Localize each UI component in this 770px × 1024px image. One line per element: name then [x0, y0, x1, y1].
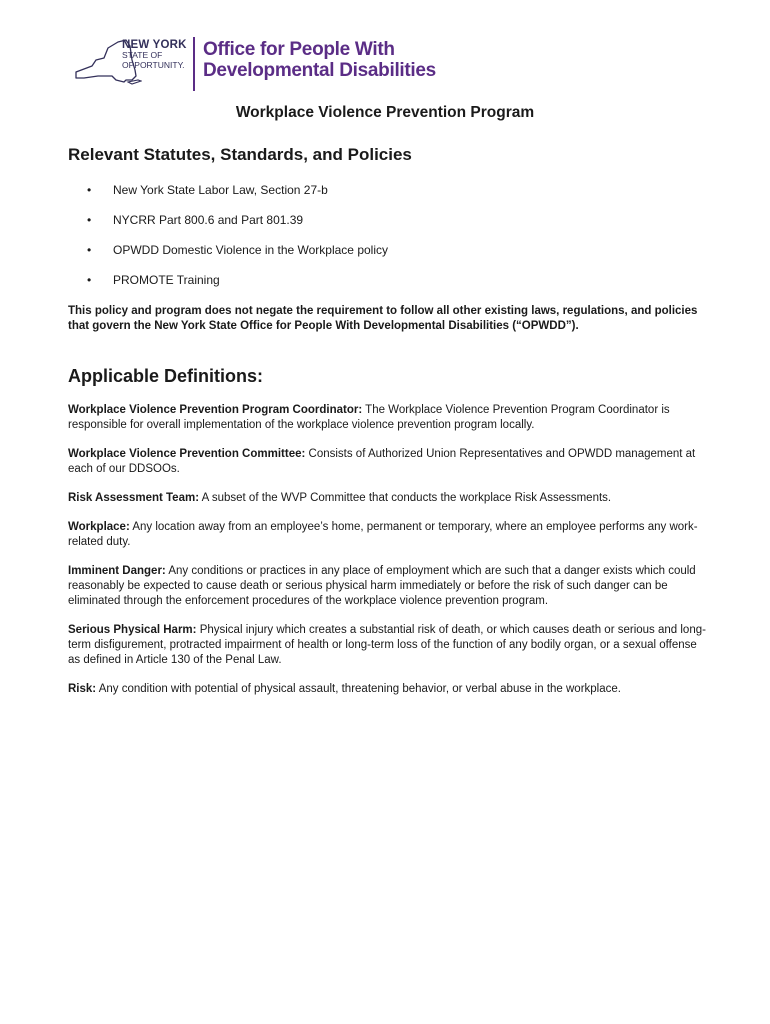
definition-text: The Workplace Violence Prevention Program Coordinator is responsible for overall implementation of the workplace violence prevention program locally. — [68, 404, 670, 431]
definition-item — [68, 520, 708, 550]
agency-logo — [72, 34, 452, 94]
list-item — [68, 210, 388, 240]
definition-text: Physical injury which creates a substantial risk of death, or which causes death or serious and long-term disfigurement, protracted impairment of health or long-term loss of the function of any bodily organ, or a sexual offense as defined in Article 130 of the Penal Law. — [68, 624, 706, 666]
list-item-text: NYCRR Part 800.6 and Part 801.39 — [113, 213, 304, 227]
agency-name-line2: Developmental Disabilities — [203, 60, 436, 81]
state-brand-line3: OPPORTUNITY. — [122, 59, 185, 70]
definition-text: Any conditions or practices in any place of employment which are such that a danger exists which could reasonably be expected to cause death or serious physical harm immediately or before the risk of such danger can be eliminated through the enforcement procedures of the workplace violence prevention program. — [68, 565, 696, 607]
list-item — [68, 270, 388, 300]
list-item-text: New York State Labor Law, Section 27-b — [113, 183, 328, 197]
bullet: • — [87, 213, 92, 227]
state-brand-line1: NEW YORK — [122, 39, 187, 51]
definition-term: Serious Physical Harm: — [68, 624, 197, 636]
list-item — [68, 240, 388, 270]
definition-item — [68, 491, 708, 506]
bullet: • — [87, 243, 92, 257]
definition-item — [68, 682, 708, 697]
definition-term: Workplace Violence Prevention Committee: — [68, 448, 306, 460]
definition-item — [68, 564, 708, 609]
agency-name — [203, 39, 463, 81]
list-item-text: OPWDD Domestic Violence in the Workplace policy — [113, 243, 388, 257]
state-brand-line2: STATE OF — [122, 50, 163, 60]
document-title: Workplace Violence Prevention Program — [235, 104, 535, 121]
definition-item — [68, 623, 708, 668]
policy-note: This policy and program does not negate the requirement to follow all other existing laws, regulations, and policies that govern the New York State Office for People With Developmental Disabilities (“OPWDD”). — [68, 305, 698, 332]
list-item — [68, 180, 388, 210]
definitions-list — [68, 403, 708, 711]
definition-term: Workplace Violence Prevention Program Coordinator: — [68, 404, 363, 416]
definition-text: Any condition with potential of physical assault, threatening behavior, or verbal abuse in the workplace. — [98, 683, 621, 695]
definitions-heading: Applicable Definitions: — [68, 366, 264, 386]
statutes-list — [68, 180, 388, 300]
bullet: • — [87, 273, 92, 287]
definition-text: Any location away from an employee’s home, permanent or temporary, where an employee performs any work-related duty. — [68, 521, 698, 548]
agency-name-line1: Office for People With — [203, 39, 395, 60]
definition-term: Imminent Danger: — [68, 565, 166, 577]
definition-text: A subset of the WVP Committee that conducts the workplace Risk Assessments. — [201, 492, 612, 504]
bullet: • — [87, 183, 92, 197]
definition-term: Workplace: — [68, 521, 130, 533]
logo-divider — [193, 37, 195, 91]
definition-text: Consists of Authorized Union Representatives and OPWDD management at each of our DDSOOs. — [68, 448, 696, 475]
list-item-text: PROMOTE Training — [113, 273, 220, 287]
statutes-heading: Relevant Statutes, Standards, and Policies — [68, 145, 412, 164]
definition-item — [68, 403, 708, 433]
definition-item — [68, 447, 708, 477]
definition-term: Risk: — [68, 683, 97, 695]
definition-term: Risk Assessment Team: — [68, 492, 200, 504]
